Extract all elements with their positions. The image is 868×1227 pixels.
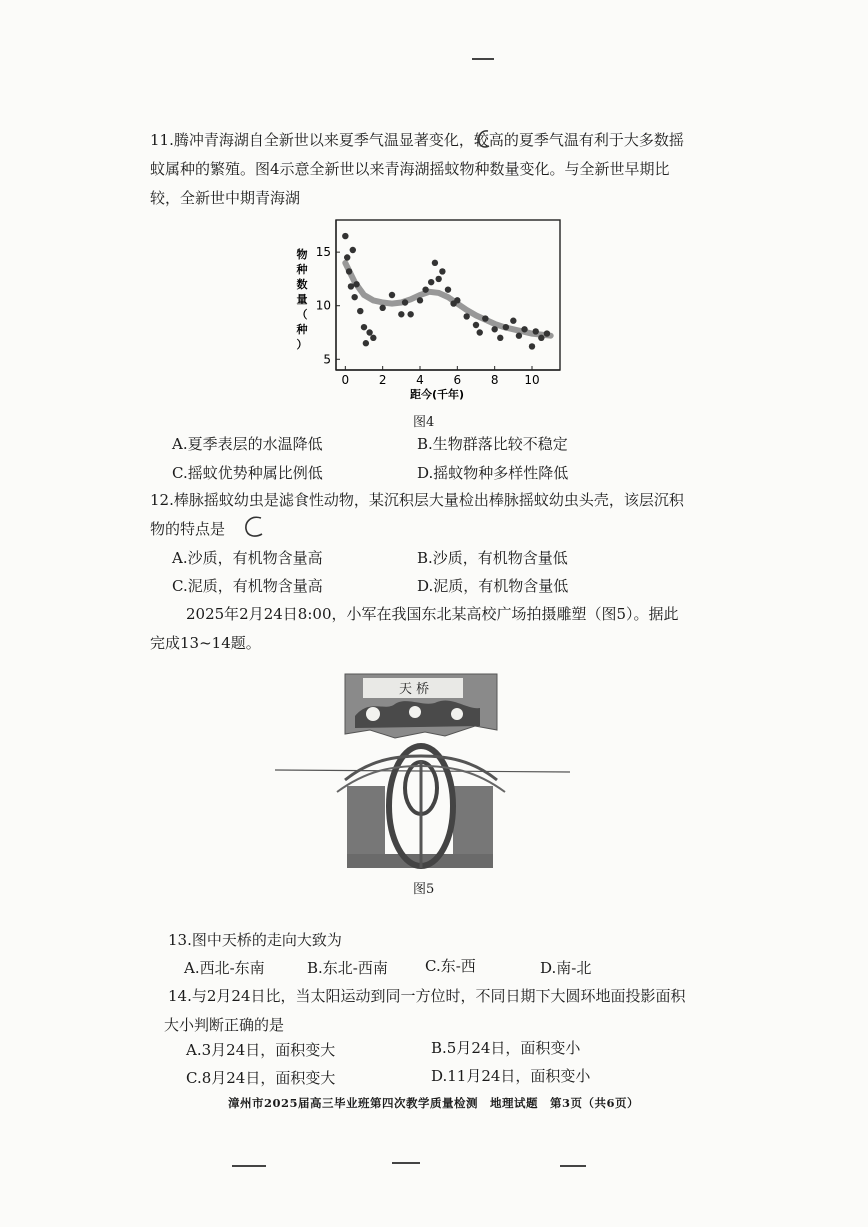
data-point: [477, 329, 483, 335]
y-axis-label-char: （: [296, 308, 308, 321]
tree-blob-3: [451, 708, 463, 720]
figure-4-caption: 图4: [413, 415, 435, 430]
data-point: [350, 247, 356, 253]
x-tick-label: 2: [378, 373, 387, 387]
data-point: [454, 297, 460, 303]
tree-blob-1: [366, 707, 380, 721]
q12-option-c: C.泥质，有机物含量高: [172, 577, 323, 595]
x-tick-label: 10: [524, 373, 540, 387]
x-tick-label: 8: [490, 373, 499, 387]
scan-mark-bottom-right: [560, 1165, 586, 1167]
intro-line-2: 完成13~14题。: [150, 634, 261, 652]
data-point: [445, 286, 451, 292]
q14-line-2: 大小判断正确的是: [164, 1016, 285, 1034]
data-point: [491, 326, 497, 332]
q12-option-b: B.沙质，有机物含量低: [417, 549, 568, 567]
data-point: [417, 297, 423, 303]
data-point: [497, 335, 503, 341]
data-point: [503, 324, 509, 330]
figure-5-caption: 图5: [413, 882, 435, 897]
figure-4-chart: [292, 212, 567, 407]
intro-13-14: [150, 600, 710, 658]
data-point: [351, 294, 357, 300]
q12-line-1: 12.棒脉摇蚊幼虫是滤食性动物，某沉积层大量检出棒脉摇蚊幼虫头壳，该层沉积: [150, 491, 684, 509]
q11-option-a: A.夏季表层的水温降低: [172, 435, 323, 453]
q14-line-1: 14.与2月24日比，当太阳运动到同一方位时，不同日期下大圆环地面投影面积: [168, 987, 686, 1005]
data-point: [463, 313, 469, 319]
data-point: [516, 333, 522, 339]
q11-line-3: 较，全新世中期青海湖: [150, 189, 301, 207]
question-14: [164, 982, 728, 1040]
data-point: [544, 330, 550, 336]
y-tick-label: 5: [323, 352, 331, 367]
data-point: [342, 233, 348, 239]
y-axis-label-char: ）: [296, 338, 308, 351]
scan-mark-bottom-mid: [392, 1162, 420, 1164]
data-point: [402, 299, 408, 305]
q12-option-a: A.沙质，有机物含量高: [172, 549, 323, 567]
data-point: [357, 308, 363, 314]
data-point: [366, 329, 372, 335]
x-axis-label: 距今(千年): [410, 388, 465, 401]
data-point: [510, 318, 516, 324]
x-tick-label: 6: [453, 373, 462, 387]
intro-line-1: 2025年2月24日8:00，小军在我国东北某高校广场拍摄雕塑（图5）。据此: [186, 605, 679, 623]
y-axis-label-char: 种: [296, 323, 308, 336]
data-point: [389, 292, 395, 298]
q14-option-a: A.3月24日，面积变大: [186, 1041, 336, 1059]
x-tick-label: 0: [341, 373, 350, 387]
y-axis-label-char: 量: [296, 293, 308, 306]
y-axis-label-char: 数: [296, 278, 308, 291]
q11-option-d: D.摇蚊物种多样性降低: [417, 464, 569, 482]
data-point: [435, 276, 441, 282]
data-point: [353, 281, 359, 287]
data-point: [346, 268, 352, 274]
q13-option-d: D.南-北: [540, 959, 592, 977]
question-12: [150, 486, 710, 544]
page-footer: 漳州市2025届高三毕业班第四次教学质量检测 地理试题 第3页（共6页）: [228, 1096, 640, 1110]
q14-option-b: B.5月24日，面积变小: [431, 1039, 581, 1057]
data-point: [379, 305, 385, 311]
y-axis-label-char: 物: [296, 248, 308, 261]
data-point: [473, 322, 479, 328]
scan-mark-bottom-left: [232, 1165, 266, 1167]
q11-line-1: 11.腾冲青海湖自全新世以来夏季气温显著变化，较高的夏季气温有利于大多数摇: [150, 131, 684, 149]
q14-option-c: C.8月24日，面积变大: [186, 1069, 336, 1087]
q11-line-2: 蚊属种的繁殖。图4示意全新世以来青海湖摇蚊物种数量变化。与全新世早期比: [150, 160, 670, 178]
q11-option-b: B.生物群落比较不稳定: [417, 435, 568, 453]
q14-option-d: D.11月24日，面积变小: [431, 1067, 591, 1085]
data-point: [428, 279, 434, 285]
bridge-label: 天 桥: [399, 682, 430, 697]
data-point: [407, 311, 413, 317]
data-point: [521, 326, 527, 332]
data-point: [370, 335, 376, 341]
y-axis-label: [296, 247, 308, 351]
data-point: [363, 340, 369, 346]
y-axis-label-char: 种: [296, 263, 308, 276]
y-tick-label: 15: [315, 245, 331, 260]
q13-option-a: A.西北-东南: [184, 959, 265, 977]
data-point: [482, 315, 488, 321]
q12-line-2: 物的特点是: [150, 520, 226, 538]
figure-5-photo: [275, 668, 575, 873]
q13-option-c: C.东-西: [425, 957, 476, 975]
data-point: [538, 335, 544, 341]
data-point: [398, 311, 404, 317]
question-11: [150, 126, 710, 213]
trend-line: [345, 263, 550, 336]
x-tick-label: 4: [416, 373, 424, 387]
data-point: [361, 324, 367, 330]
q11-option-c: C.摇蚊优势种属比例低: [172, 464, 323, 482]
data-point: [348, 283, 354, 289]
handwritten-answer-q11: [477, 128, 491, 150]
y-tick-label: 10: [315, 298, 331, 313]
handwritten-answer-q12: [243, 514, 265, 540]
data-point: [439, 268, 445, 274]
scan-mark-top: [472, 58, 494, 60]
data-point: [422, 286, 428, 292]
data-point: [432, 260, 438, 266]
data-point: [533, 328, 539, 334]
q12-option-d: D.泥质，有机物含量低: [417, 577, 569, 595]
tree-blob-2: [409, 706, 421, 718]
question-13-stem: 13.图中天桥的走向大致为: [168, 931, 342, 949]
data-point: [344, 254, 350, 260]
data-point: [529, 343, 535, 349]
q13-option-b: B.东北-西南: [307, 959, 388, 977]
